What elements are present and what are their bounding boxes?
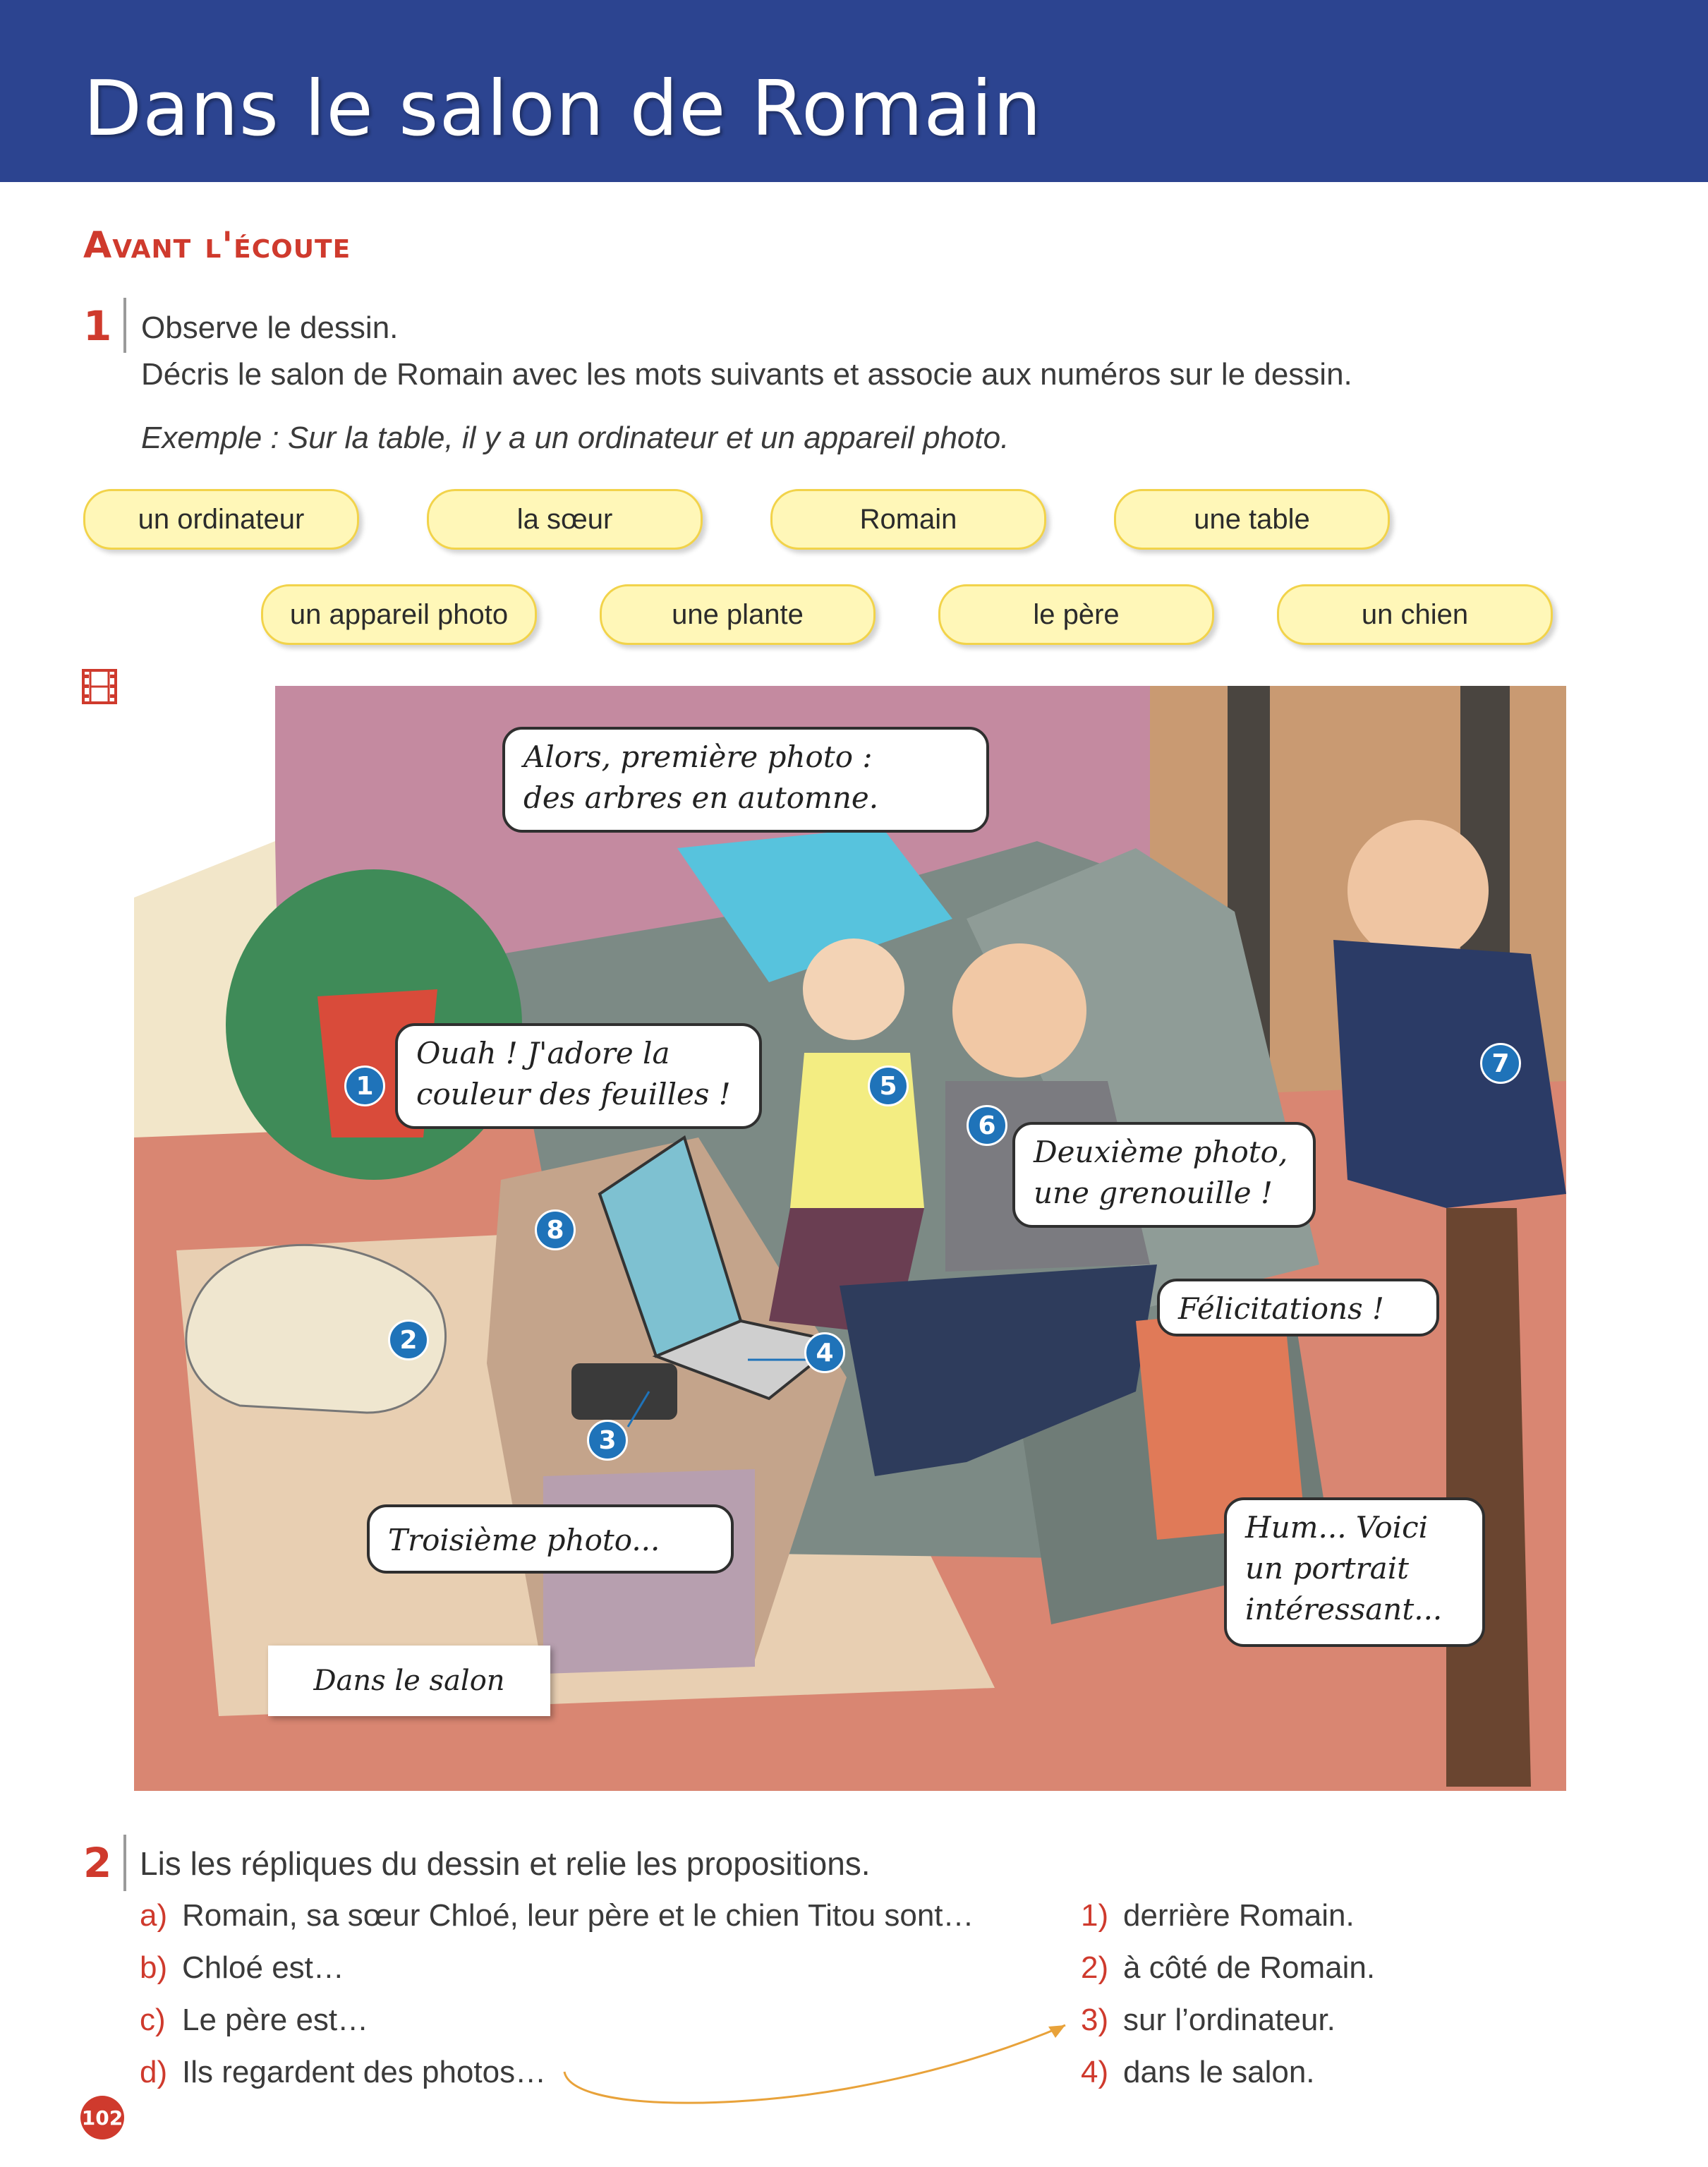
connection-arrow <box>550 2004 1086 2117</box>
item-letter: c) <box>140 2003 166 2037</box>
word-chip[interactable]: un chien <box>1277 584 1553 645</box>
number-marker[interactable]: 5 <box>868 1066 909 1106</box>
question-number-2: 2 <box>83 1839 112 1887</box>
bubble-line: Ouah ! J'adore la <box>416 1036 670 1070</box>
number-marker[interactable]: 6 <box>967 1105 1007 1146</box>
word-chip[interactable]: Romain <box>770 489 1046 550</box>
page-number: 102 <box>80 2096 124 2139</box>
q2-right-item <box>1081 2055 1315 2090</box>
q2-right-item <box>1081 2003 1335 2038</box>
question-number-1: 1 <box>83 302 112 350</box>
speech-bubble <box>502 727 989 833</box>
question-divider <box>123 1835 126 1891</box>
word-chip[interactable]: le père <box>938 584 1214 645</box>
q2-left-item <box>140 1950 344 1986</box>
speech-bubble <box>1012 1122 1316 1228</box>
q1-line1: Observe le dessin. <box>141 310 399 345</box>
word-chip[interactable]: une plante <box>600 584 876 645</box>
item-letter: a) <box>140 1898 168 1933</box>
item-text: Le père est… <box>182 2003 369 2037</box>
bubble-line: Deuxième photo, <box>1034 1135 1288 1169</box>
q1-line2: Décris le salon de Romain avec les mots suivants et associe aux numéros sur le dessin. <box>141 357 1352 392</box>
page-title: Dans le salon de Romain <box>83 65 1042 153</box>
number-marker[interactable]: 7 <box>1480 1043 1521 1084</box>
speech-bubble <box>395 1023 762 1129</box>
item-letter: d) <box>140 2055 168 2089</box>
q1-example: Exemple : Sur la table, il y a un ordinateur et un appareil photo. <box>141 421 1010 455</box>
q2-left-item <box>140 2055 546 2090</box>
bubble-line: des arbres en automne. <box>523 780 879 815</box>
number-marker[interactable]: 4 <box>804 1332 845 1373</box>
speech-bubble <box>1224 1497 1485 1647</box>
bubble-line: Alors, première photo : <box>523 740 873 774</box>
item-text: dans le salon. <box>1123 2055 1315 2089</box>
q2-right-item <box>1081 1898 1355 1933</box>
item-text: derrière Romain. <box>1123 1898 1355 1933</box>
speech-bubble <box>1157 1279 1439 1336</box>
bubble-line: couleur des feuilles ! <box>416 1077 731 1111</box>
item-text: Romain, sa sœur Chloé, leur père et le chien Titou sont… <box>182 1898 974 1933</box>
bubble-line: intéressant... <box>1245 1592 1443 1626</box>
bubble-line: une grenouille ! <box>1034 1176 1273 1210</box>
section-title: Avant l'écoute <box>83 224 351 267</box>
bubble-line: un portrait <box>1245 1551 1410 1586</box>
q2-right-item <box>1081 1950 1375 1986</box>
q2-left-item <box>140 1898 974 1933</box>
illustration-caption: Dans le salon <box>268 1646 550 1716</box>
word-chip[interactable]: la sœur <box>427 489 703 550</box>
q2-left-item <box>140 2003 368 2038</box>
bubble-line: Hum... Voici <box>1245 1510 1429 1545</box>
item-text: sur l’ordinateur. <box>1123 2003 1335 2037</box>
item-letter: b) <box>140 1950 168 1985</box>
bubble-line: Félicitations ! <box>1178 1291 1384 1326</box>
word-chip[interactable]: un appareil photo <box>261 584 537 645</box>
bubble-line: Troisième photo... <box>388 1523 660 1557</box>
item-letter: 4) <box>1081 2055 1109 2089</box>
question-divider <box>123 298 126 353</box>
q2-instruction: Lis les répliques du dessin et relie les propositions. <box>140 1845 871 1882</box>
item-letter: 1) <box>1081 1898 1109 1933</box>
film-icon[interactable] <box>82 669 117 704</box>
speech-bubble <box>367 1504 734 1574</box>
number-marker[interactable]: 8 <box>535 1209 576 1250</box>
item-letter: 2) <box>1081 1950 1109 1985</box>
word-chip[interactable]: un ordinateur <box>83 489 359 550</box>
page-header <box>0 0 1708 182</box>
number-marker[interactable]: 1 <box>344 1066 385 1106</box>
number-marker[interactable]: 2 <box>388 1320 429 1360</box>
item-text: à côté de Romain. <box>1123 1950 1376 1985</box>
item-letter: 3) <box>1081 2003 1109 2037</box>
item-text: Chloé est… <box>182 1950 344 1985</box>
number-marker[interactable]: 3 <box>587 1420 628 1461</box>
living-room-illustration <box>134 686 1566 1791</box>
word-chip[interactable]: une table <box>1114 489 1390 550</box>
item-text: Ils regardent des photos… <box>182 2055 547 2089</box>
